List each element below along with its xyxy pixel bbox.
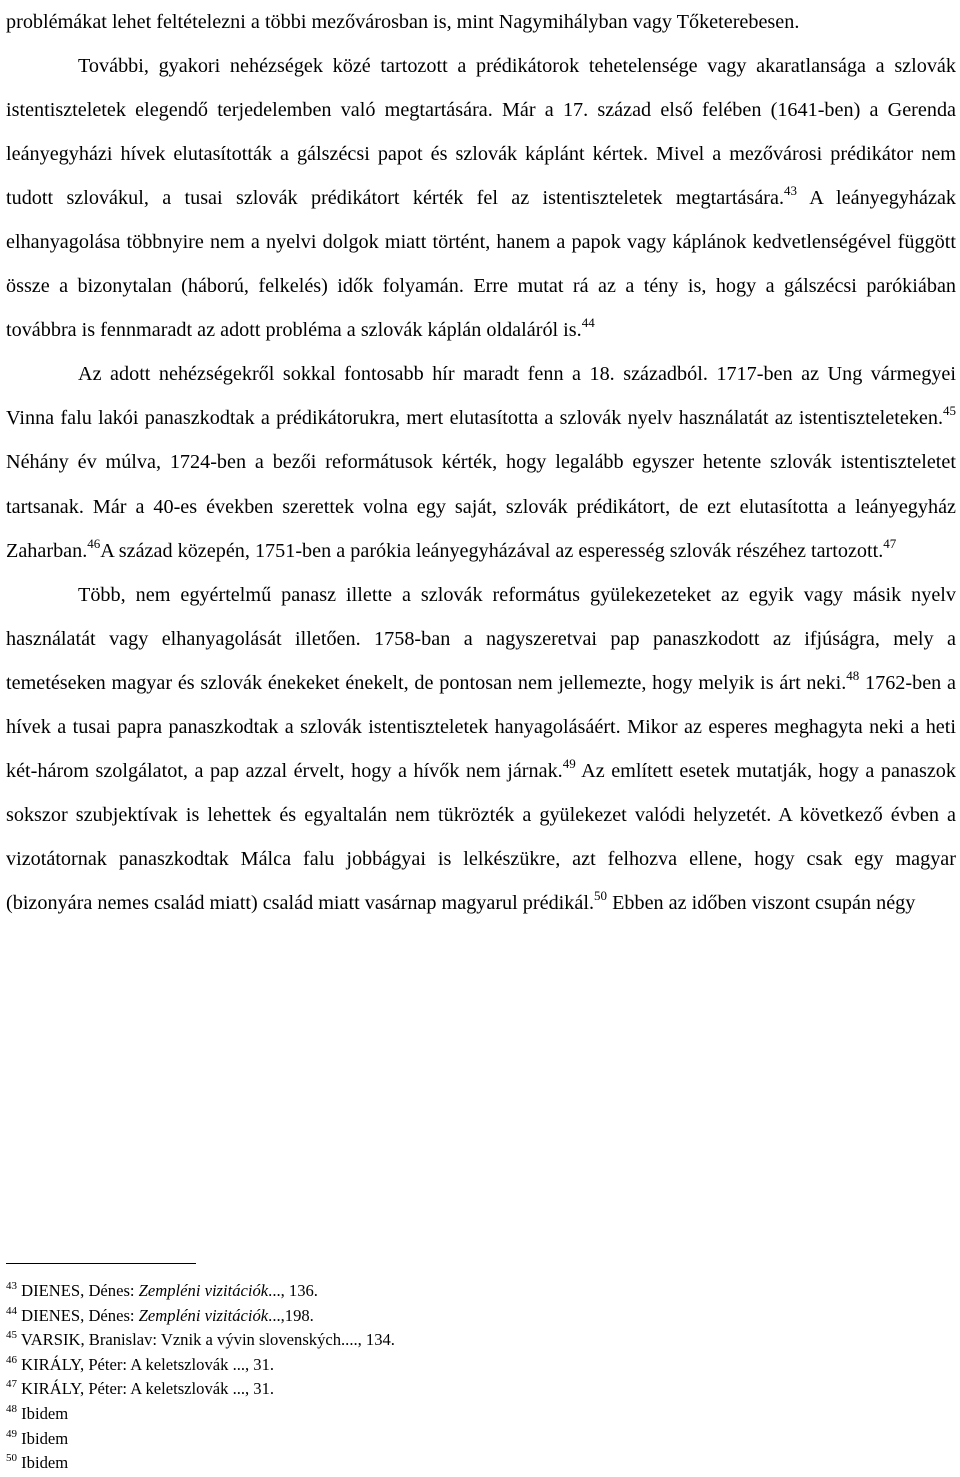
footnote-ref: 49 [562, 755, 576, 771]
text-run: Ibidem [17, 1453, 69, 1473]
text-run: problémákat lehet feltételezni a többi mezővárosban is, mint Nagymihályban vagy Tőketerebesen. [6, 11, 800, 33]
footnote-ref: 50 [594, 887, 608, 903]
footnote-number: 44 [6, 1304, 17, 1317]
footnote-ref: 45 [943, 403, 956, 419]
text-run: Az említett esetek mutatják, hogy a panaszok sokszor szubjektívak is lehettek és egyaltalán nem tükrözték a gyülekezet valódi helyzetét. A következő évben a vizotátornak panaszkodtak Málca falu jobbágyai is lelkészükre, azt felhozva ellene, hogy csak egy magyar (bizonyára nemes család miatt) család miatt vasárnap magyarul prédikál. [6, 759, 956, 914]
text-run: 1762-ben a hívek a tusai papra panaszkodtak a szlovák istentiszteletek hanyagolásáért. Mikor az esperes meghagyta neki a heti két-három szolgálatot, a pap azzal érvelt, hogy a hívők nem járnak. [6, 671, 956, 782]
text-run: VARSIK, Branislav: Vznik a vývin slovenských...., 134. [17, 1330, 395, 1350]
footnote-separator [6, 1263, 196, 1264]
footnote [6, 1377, 946, 1402]
text-run: KIRÁLY, Péter: A keletszlovák ..., 31. [17, 1354, 275, 1374]
footnote [6, 1304, 946, 1329]
text-run: ..., 136. [268, 1281, 318, 1300]
paragraph [6, 44, 956, 352]
text-run: Ibidem [17, 1403, 69, 1423]
footnote-ref: 43 [784, 183, 798, 199]
italic-title: Zempléni vizitációk [138, 1305, 269, 1325]
text-run: DIENES, Dénes: [17, 1305, 139, 1325]
text-run: Több, nem egyértelmű panasz illette a szlovák református gyülekezeteket az egyik vagy másik nyelv használatát vagy elhanyagolását illetően. 1758-ban a nagyszeretvai pap panaszkodott az ifjúságra, mely a temetéseken magyar és szlovák énekeket énekelt, de pontosan nem jellemezte, hogy melyik is árt neki. [6, 583, 956, 694]
text-run: Ebben az időben viszont csupán négy [607, 891, 916, 914]
footnotes [6, 1279, 946, 1476]
footnote [6, 1427, 946, 1452]
footnote [6, 1451, 946, 1476]
footnote-number: 50 [6, 1452, 17, 1465]
paragraph [6, 0, 956, 44]
paragraph [6, 573, 956, 925]
text-run: ...,198. [268, 1305, 314, 1325]
text-run: KIRÁLY, Péter: A keletszlovák ..., 31. [17, 1379, 275, 1399]
text-run: DIENES, Dénes: [17, 1281, 139, 1300]
footnote [6, 1328, 946, 1353]
paragraph [6, 352, 956, 572]
text-run: A leányegyházak elhanyagolása többnyire nem a nyelvi dolgok miatt történt, hanem a papok vagy káplánok kedvetlenségével függött össze a bizonytalan (háború, felkelés) idők folyamán. Erre mutat rá az a tény is, hogy a gálszécsi parókiában továbbra is fennmaradt az adott probléma a szlovák káplán oldaláról is. [6, 187, 956, 342]
text-run: A század közepén, 1751-ben a parókia leányegyházával az esperesség szlovák részéhez tartozott. [100, 539, 884, 562]
text-run: Néhány év múlva, 1724-ben a bezői reformátusok kérték, hogy legalább egyszer hetente szlovák istentiszteletet tartsanak. Már a 40-es években szerettek volna egy saját, szlovák prédikátort, de ezt elutasította a leányegyház Zaharban. [6, 451, 956, 562]
footnote-number: 43 [6, 1280, 17, 1292]
text-run: Az adott nehézségekről sokkal fontosabb hír maradt fenn a 18. századból. 1717-ben az Ung vármegyei Vinna falu lakói panaszkodtak a prédikátorukra, mert elutasította a szlovák nyelv használatát az istentiszteleteken. [6, 363, 956, 430]
footnote-number: 45 [6, 1329, 17, 1342]
italic-title: Zempléni vizitációk [138, 1281, 269, 1300]
footnote [6, 1279, 946, 1304]
footnote-number: 48 [6, 1402, 17, 1415]
text-run: További, gyakori nehézségek közé tartozott a prédikátorok tehetelensége vagy akaratlansága a szlovák istentiszteletek elegendő terjedelemben való megtartására. Már a 17. század első felében (1641-ben) a Gerenda leányegyházi hívek elutasították a gálszécsi papot és szlovák káplánt kértek. Mivel a mezővárosi prédikátor nem tudott szlovákul, a tusai szlovák prédikátort kérték fel az istentiszteletek megtartására. [6, 55, 956, 210]
document-page [6, 0, 956, 925]
footnote-number: 49 [6, 1427, 17, 1440]
text-run: Ibidem [17, 1428, 69, 1448]
footnote-number: 46 [6, 1353, 17, 1366]
footnote-ref: 44 [581, 315, 595, 331]
footnote [6, 1353, 946, 1378]
footnote-number: 47 [6, 1378, 17, 1391]
footnote-ref: 48 [846, 667, 860, 683]
footnote [6, 1402, 946, 1427]
footnote-ref: 46 [87, 535, 101, 551]
body-text [6, 0, 956, 925]
footnote-ref: 47 [883, 535, 897, 551]
